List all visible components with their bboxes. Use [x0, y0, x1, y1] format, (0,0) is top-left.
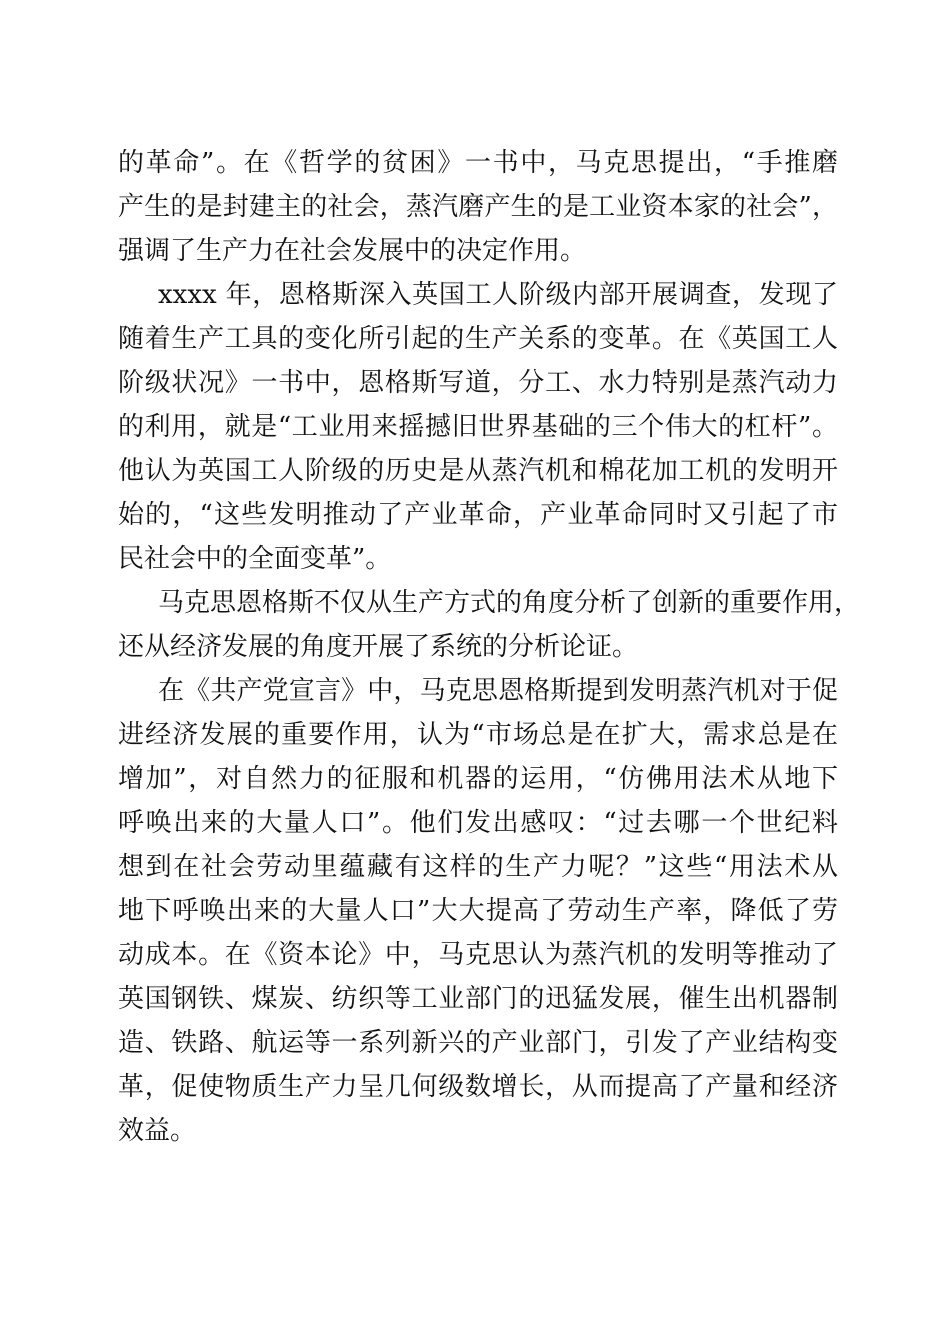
- text-line: 还从经济发展的角度开展了系统的分析论证。: [118, 632, 639, 662]
- text-line: 民社会中的全面变革”。: [118, 544, 392, 574]
- paragraph-3: [118, 583, 861, 667]
- text-line: 效益。: [118, 1116, 197, 1146]
- text-line: 马克思恩格斯不仅从生产方式的角度分析了创新的重要作用，: [158, 588, 861, 618]
- text-line: 呼唤出来的大量人口”。他们发出感叹：“过去哪一个世纪料: [118, 808, 838, 838]
- text-line: 地下呼唤出来的大量人口”大大提高了劳动生产率，降低了劳: [118, 896, 838, 926]
- text-line: 造、铁路、航运等一系列新兴的产业部门，引发了产业结构变: [118, 1028, 838, 1058]
- text-line: 英国钢铁、煤炭、纺织等工业部门的迅猛发展，催生出机器制: [118, 984, 838, 1014]
- text-line: 产生的是封建主的社会，蒸汽磨产生的是工业资本家的社会”，: [118, 192, 838, 222]
- text-line: 阶级状况》一书中，恩格斯写道，分工、水力特别是蒸汽动力: [118, 368, 838, 398]
- text-line: 始的，“这些发明推动了产业革命，产业革命同时又引起了市: [118, 500, 838, 530]
- paragraph-1: [118, 143, 838, 271]
- text-line: 他认为英国工人阶级的历史是从蒸汽机和棉花加工机的发明开: [118, 456, 838, 486]
- text-line: 随着生产工具的变化所引起的生产关系的变革。在《英国工人: [118, 324, 838, 354]
- text-line: 增加”，对自然力的征服和机器的运用，“仿佛用法术从地下: [118, 764, 838, 794]
- text-line: 的利用，就是“工业用来摇撼旧世界基础的三个伟大的杠杆”。: [118, 412, 838, 442]
- document-page: [118, 143, 861, 1155]
- paragraph-2: [118, 275, 838, 579]
- text-line: 进经济发展的重要作用，认为“市场总是在扩大，需求总是在: [118, 720, 838, 750]
- text-line: 在《共产党宣言》中，马克思恩格斯提到发明蒸汽机对于促: [158, 676, 838, 706]
- text-line: 的革命”。在《哲学的贫困》一书中，马克思提出，“手推磨: [118, 148, 838, 178]
- paragraph-4: [118, 671, 838, 1151]
- text-line: 动成本。在《资本论》中，马克思认为蒸汽机的发明等推动了: [118, 940, 838, 970]
- text-line: 革，促使物质生产力呈几何级数增长，从而提高了产量和经济: [118, 1072, 838, 1102]
- text-line: 强调了生产力在社会发展中的决定作用。: [118, 236, 587, 266]
- text-line: 想到在社会劳动里蕴藏有这样的生产力呢？”这些“用法术从: [118, 852, 838, 882]
- text-line: xxxx 年，恩格斯深入英国工人阶级内部开展调查，发现了: [158, 280, 838, 310]
